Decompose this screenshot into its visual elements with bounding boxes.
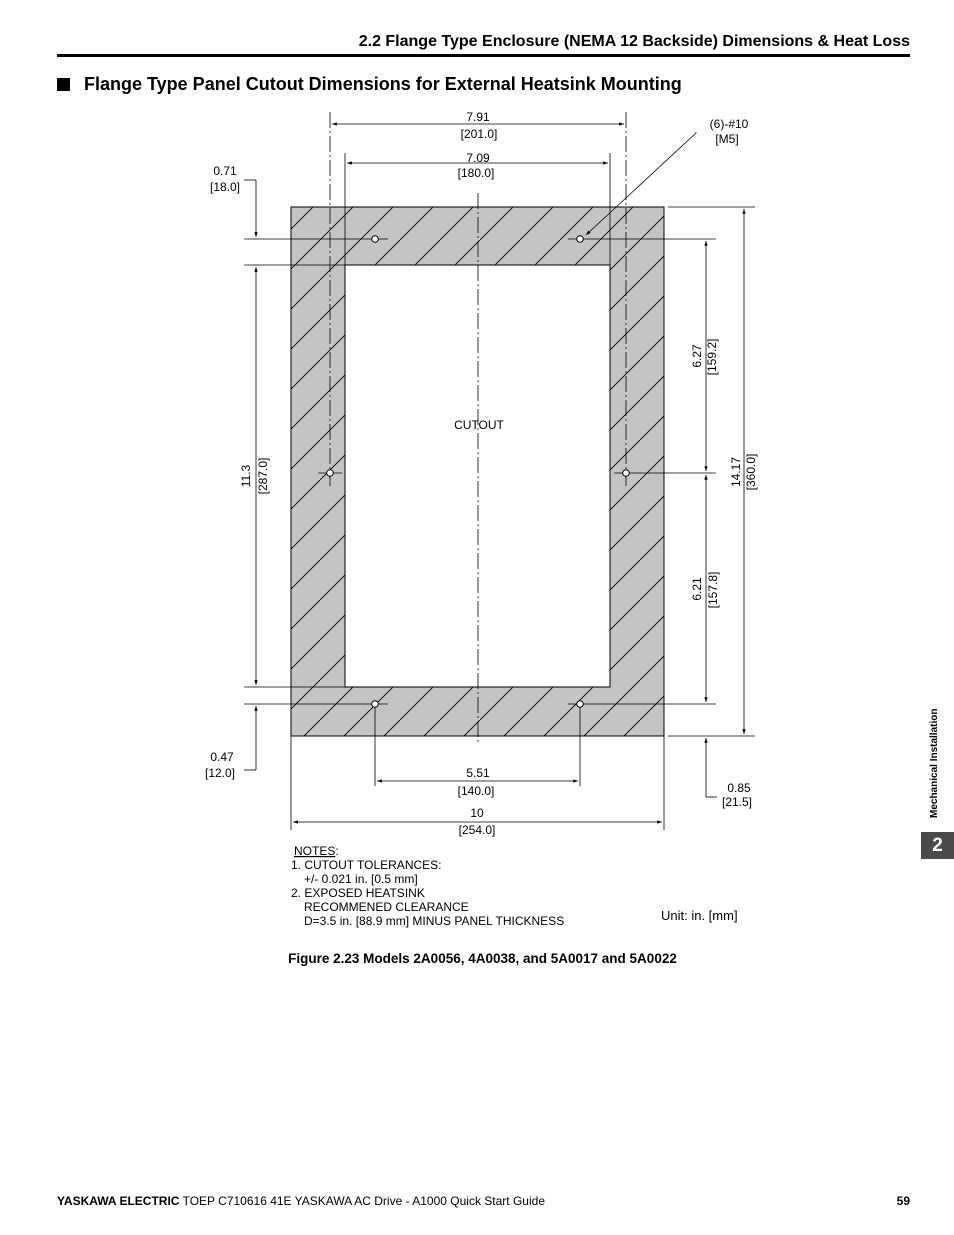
dim-bottom-left-offset-in: 0.47 [210, 750, 234, 764]
note-line-2: +/- 0.021 in. [0.5 mm] [304, 872, 418, 886]
dim-top-left-offset-mm: [18.0] [209, 180, 241, 194]
note-line-3: 2. EXPOSED HEATSINK [291, 886, 425, 900]
dim-bottom-holes-in: 5.51 [466, 766, 490, 780]
mounting-hole [372, 701, 379, 708]
flange-frame [291, 207, 664, 736]
dim-top-inner-in: 7.09 [466, 151, 490, 165]
figure-caption: Figure 2.23 Models 2A0056, 4A0038, and 5A0017 and 5A0022 [288, 951, 677, 966]
footer-doc-title: TOEP C710616 41E YASKAWA AC Drive - A1000 Quick Start Guide [179, 1194, 545, 1208]
mounting-hole [577, 236, 584, 243]
dim-top-inner-mm: [180.0] [457, 166, 495, 180]
dim-right-upper-mm: [159.2] [705, 338, 719, 376]
section-heading-text: Flange Type Panel Cutout Dimensions for External Heatsink Mounting [84, 74, 682, 94]
mounting-hole [372, 236, 379, 243]
dim-left-height-in: 11.3 [239, 464, 253, 488]
cutout-label: CUTOUT [454, 418, 504, 432]
notes-title [294, 844, 339, 858]
page-header-title: 2.2 Flange Type Enclosure (NEMA 12 Backside) Dimensions & Heat Loss [358, 33, 910, 50]
dim-bottom-width-mm: [254.0] [458, 823, 496, 837]
page-number: 59 [896, 1194, 910, 1208]
dim-holes-size: [M5] [715, 132, 739, 146]
notes-block [291, 844, 564, 928]
mounting-hole [623, 470, 630, 477]
dim-right-lower-in: 6.21 [690, 577, 704, 601]
dim-bottom-right-offset-in: 0.85 [727, 781, 751, 795]
notes-title-word: NOTES [294, 844, 336, 858]
dim-top-outer-mm: [201.0] [460, 127, 498, 141]
dim-holes-count: (6)-#10 [709, 117, 749, 131]
dim-bottom-left-offset-mm: [12.0] [204, 766, 236, 780]
dim-bottom-width-in: 10 [470, 806, 484, 820]
side-tab-label: Mechanical Installation [929, 708, 940, 818]
dim-bottom-holes-mm: [140.0] [457, 784, 495, 798]
note-line-4: RECOMMENED CLEARANCE [304, 900, 469, 914]
dim-right-total-mm: [360.0] [744, 453, 758, 491]
chapter-tab: 2 [921, 832, 954, 859]
dim-right-lower-mm: [157.8] [706, 571, 720, 609]
footer-doc-info [57, 1194, 545, 1208]
note-line-1: 1. CUTOUT TOLERANCES: [291, 858, 442, 872]
mounting-hole [327, 470, 334, 477]
dim-left-height-mm: [287.0] [256, 457, 270, 495]
dim-top-outer-in: 7.91 [466, 110, 490, 124]
dim-right-upper-in: 6.27 [690, 344, 704, 368]
dim-right-total-in: 14.17 [729, 456, 743, 488]
unit-label: Unit: in. [mm] [661, 908, 738, 923]
note-line-5: D=3.5 in. [88.9 mm] MINUS PANEL THICKNESS [304, 914, 565, 928]
notes-title-colon: : [335, 844, 339, 858]
footer-brand: YASKAWA ELECTRIC [57, 1194, 180, 1208]
dim-bottom-right-offset-mm: [21.5] [721, 795, 753, 809]
mounting-hole [577, 701, 584, 708]
dim-top-left-offset-in: 0.71 [213, 164, 237, 178]
